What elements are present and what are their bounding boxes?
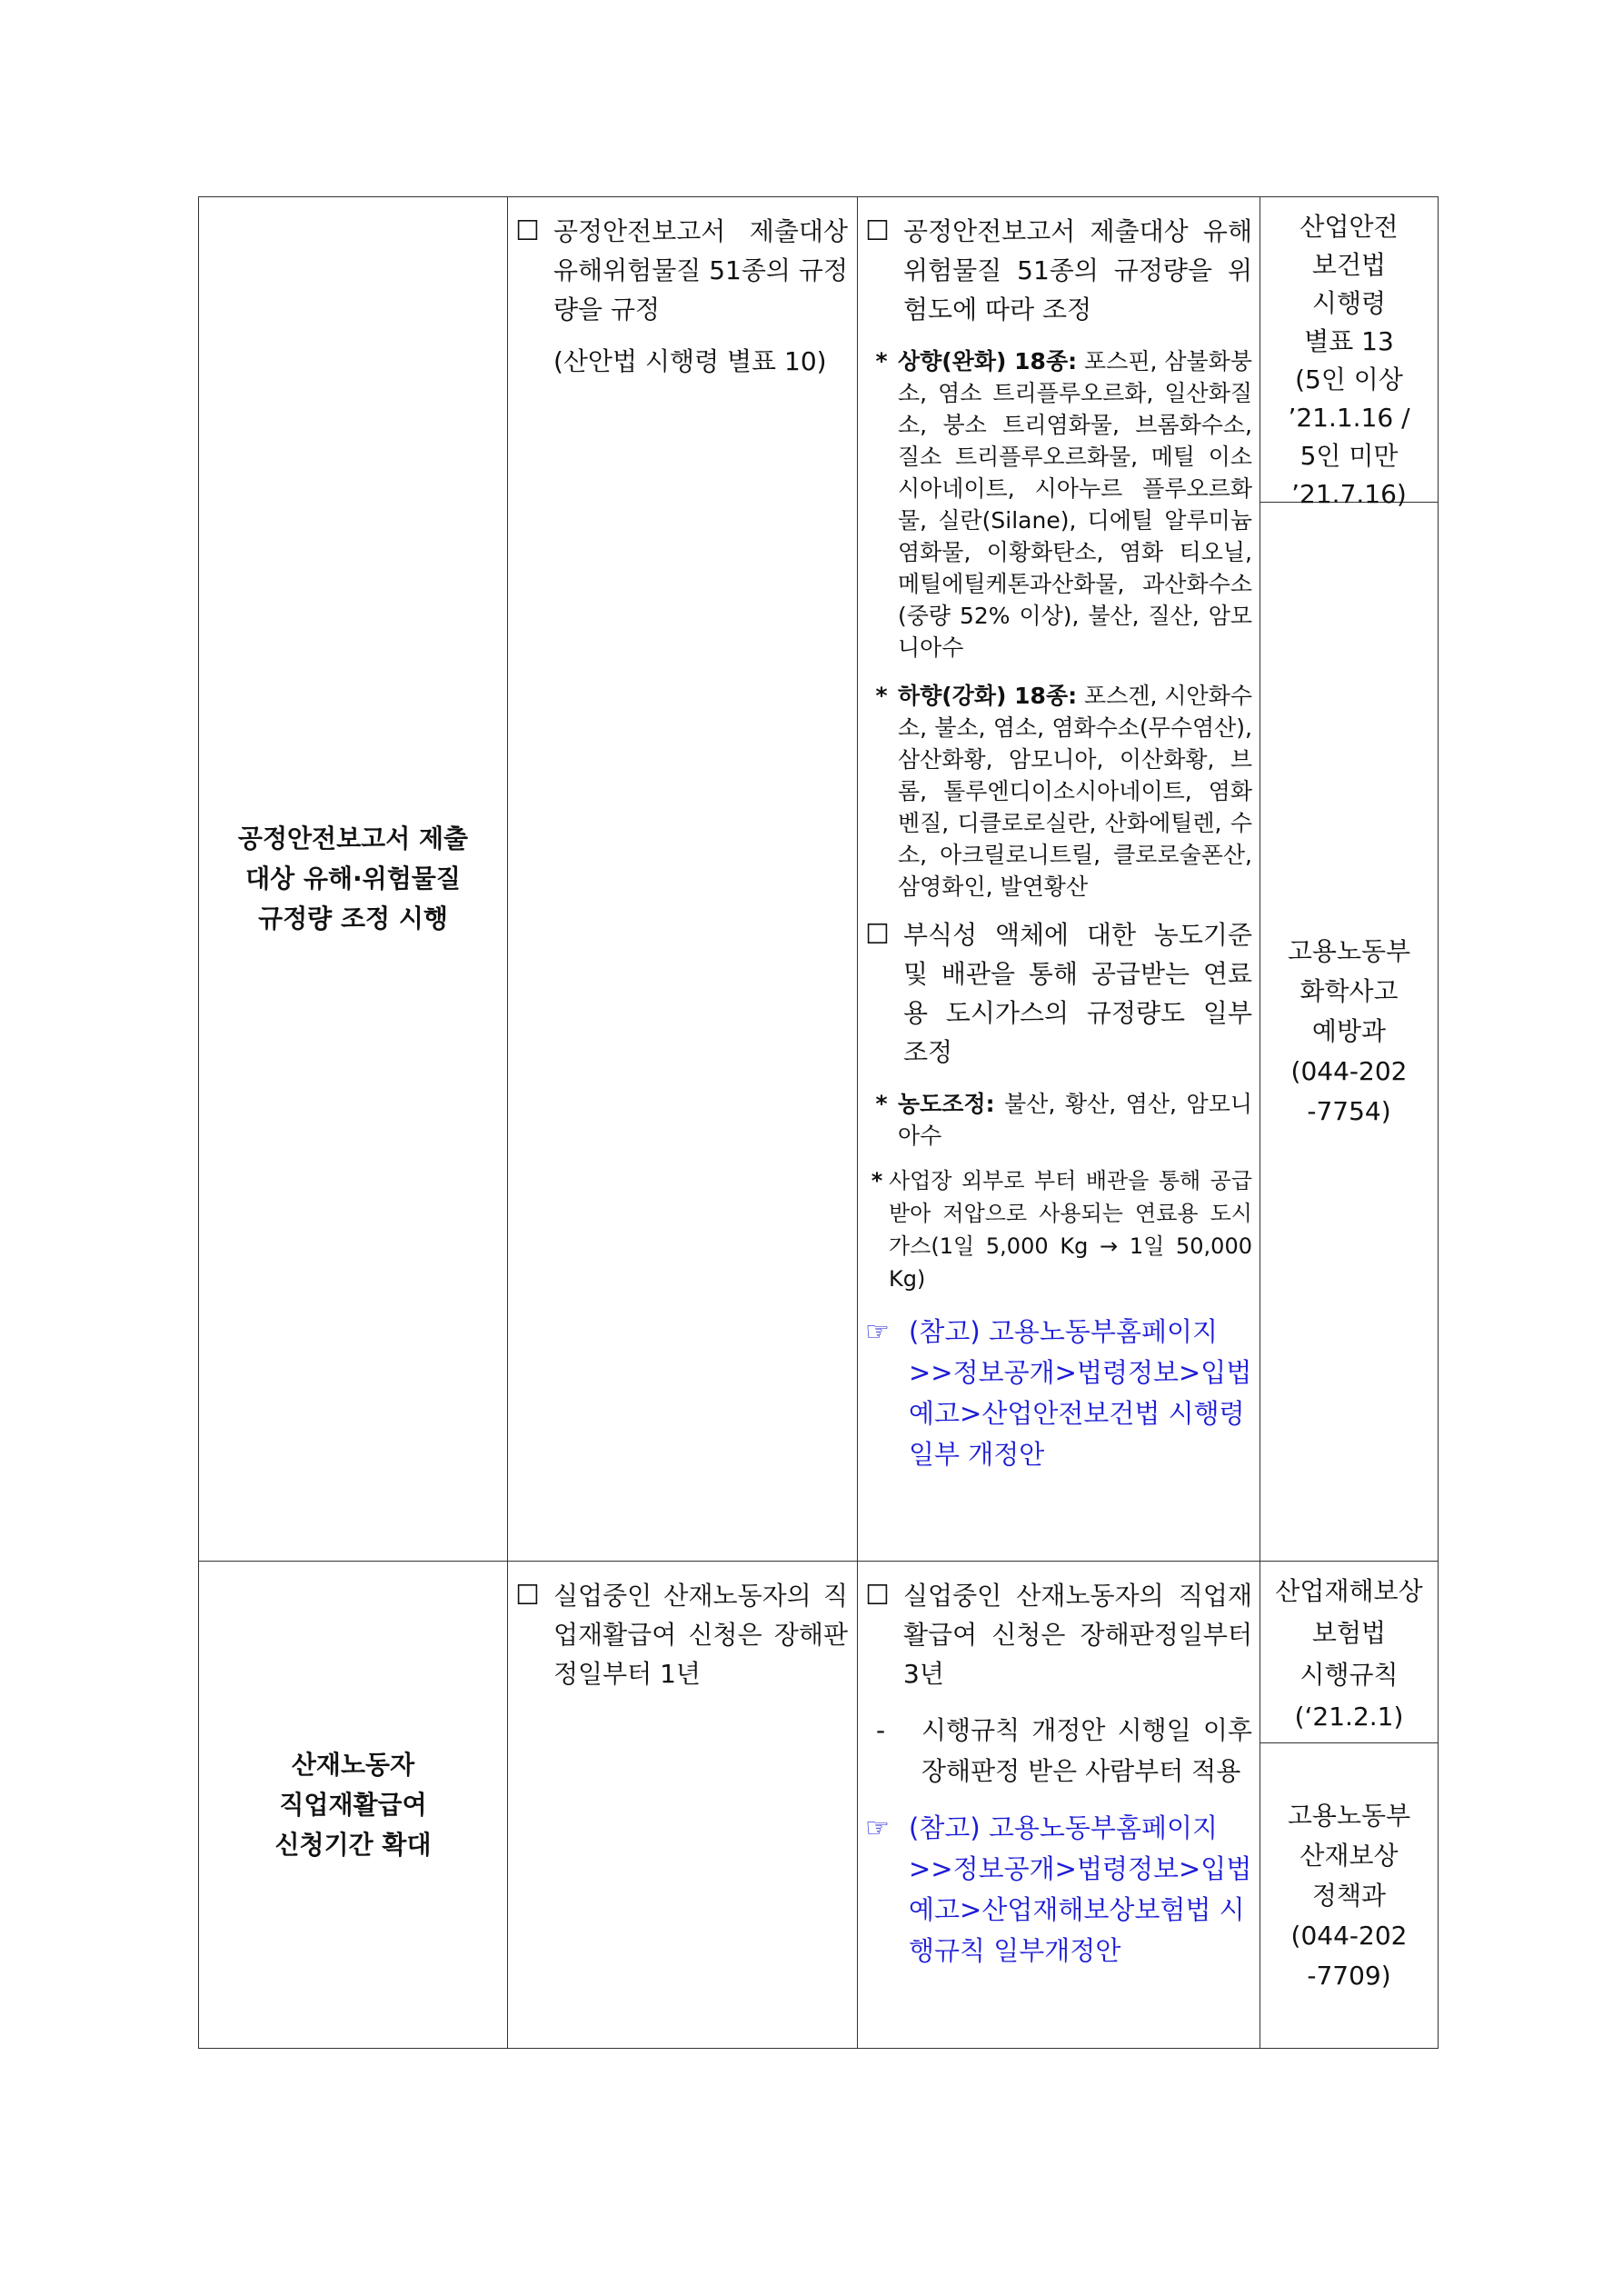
item-title-line: 규정량 조정 시행 [258,903,448,933]
after-text: 부식성 액체에 대한 농도기준 및 배관을 통해 공급받는 연료용 도시가스의 규정량도 일부 조정 [903,920,1252,1067]
item-title-line: 산재노동자 [291,1749,415,1780]
before-subtext: (산안법 시행령 별표 10) [553,346,827,376]
law-line: 보건법 [1311,250,1387,280]
law-line: (5인 이상 [1295,364,1403,394]
after-bullet [865,212,1252,329]
before-bullet [515,212,848,329]
pointing-hand-icon: ☞ [865,1316,890,1348]
dept-line: (044-202 [1290,1920,1408,1951]
law-line: 산업재해보상 [1275,1576,1423,1606]
reference-link[interactable] [865,1808,1252,1972]
item-title-cell [199,1562,508,2049]
checkbox-icon: ☐ [865,215,890,247]
asterisk-icon: * [875,683,888,709]
item-title-line: 신청기간 확대 [274,1829,432,1860]
after-text: 실업중인 산재노동자의 직업재활급여 신청은 장해판정일부터 3년 [903,1581,1252,1689]
asterisk-icon: * [871,1168,883,1193]
item-title-cell [199,197,508,1562]
reference-link[interactable] [865,1312,1252,1475]
dept-line: -7754) [1307,1096,1391,1126]
dept-line: 예방과 [1311,1016,1387,1046]
after-bullet [865,915,1252,1072]
after-cell [858,1562,1260,2049]
after-text: 공정안전보고서 제출대상 유해위험물질 51종의 규정량을 위험도에 따라 조정 [903,216,1252,324]
law-line: 산업안전 [1299,212,1399,242]
reference-text: (참고) 고용노동부홈페이지>>정보공개>법령정보>입법예고>산업재해보상보험법 시행규칙 일부개정안 [909,1812,1252,1966]
before-cell [508,197,858,1562]
pointing-hand-icon: ☞ [865,1812,890,1844]
star-note [865,680,1252,903]
star-note-label: 하향(강화) 18종: [898,683,1078,709]
law-line: (‘21.2.1) [1294,1702,1404,1732]
dash-note [865,1710,1252,1792]
law-dept-cell [1260,1562,1439,2049]
after-cell [858,197,1260,1562]
before-bullet [515,1576,848,1693]
star-note-label: 상향(완화) 18종: [898,348,1078,374]
policy-change-table [198,196,1439,2049]
dept-line: -7709) [1307,1960,1391,1991]
checkbox-icon: ☐ [865,1580,890,1612]
law-line: 별표 13 [1304,326,1394,356]
law-line: 5인 미만 [1299,441,1399,471]
dept-line: 화학사고 [1299,976,1399,1006]
item-title-line: 대상 유해·위험물질 [245,863,461,893]
before-text: 실업중인 산재노동자의 직업재활급여 신청은 장해판정일부터 1년 [553,1581,848,1689]
item-title-line: 공정안전보고서 제출 [237,824,469,854]
dept-line: 산재보상 [1299,1840,1399,1871]
star-note-text: 사업장 외부로 부터 배관을 통해 공급받아 저압으로 사용되는 연료용 도시가스(1일 5,000 Kg → 1일 50,000 Kg) [889,1168,1252,1292]
law-basis [1260,1562,1438,1743]
item-title-line: 직업재활급여 [279,1789,427,1820]
before-cell [508,1562,858,2049]
before-text: 공정안전보고서 제출대상 유해위험물질 51종의 규정량을 규정 [553,216,848,324]
star-note [865,1164,1252,1295]
table-row [199,1562,1439,2049]
dept-line: 고용노동부 [1287,936,1411,966]
law-line: 보험법 [1311,1618,1387,1648]
dept-line: (044-202 [1290,1056,1408,1086]
star-note [865,1088,1252,1152]
dept-line: 정책과 [1311,1880,1387,1911]
star-note [865,345,1252,664]
law-line: ’21.7.16) [1291,479,1407,509]
table-row [199,197,1439,1562]
contact-dept [1260,1743,1438,2048]
checkbox-icon: ☐ [865,919,890,951]
law-line: 시행규칙 [1299,1660,1399,1690]
law-dept-cell [1260,197,1439,1562]
law-line: 시행령 [1311,288,1387,318]
dash-marker: - [876,1715,886,1745]
reference-text: (참고) 고용노동부홈페이지>>정보공개>법령정보>입법예고>산업안전보건법 시행령 일부 개정안 [909,1316,1252,1470]
contact-dept [1260,503,1438,1561]
checkbox-icon: ☐ [515,215,540,247]
star-note-label: 농도조정: [898,1091,995,1117]
asterisk-icon: * [875,348,888,374]
asterisk-icon: * [875,1091,888,1117]
law-basis [1260,197,1438,509]
checkbox-icon: ☐ [515,1580,540,1612]
star-note-text: 포스핀, 삼불화붕소, 염소 트리플루오르화, 일산화질소, 붕소 트리염화물, 브롬화수소, 질소 트리플루오르화물, 메틸 이소시아네이트, 시아누르 플루오르화물, 실란(Silane), 디에틸 알루미늄 염화물, 이황화탄소, 염화 티오닐, 메틸에틸케톤과산화물, 과산화수소(중량 52% 이상), 불산, 질산, 암모니아수 [898,348,1252,661]
star-note-text: 불산, 황산, 염산, 암모니아수 [898,1091,1252,1149]
star-note-text: 포스겐, 시안화수소, 불소, 염소, 염화수소(무수염산), 삼산화황, 암모니아, 이산화황, 브롬, 톨루엔디이소시아네이트, 염화벤질, 디클로로실란, 산화에틸렌, 수소, 아크릴로니트릴, 클로로술폰산, 삼영화인, 발연황산 [898,683,1252,900]
dash-text: 시행규칙 개정안 시행일 이후 장해판정 받은 사람부터 적용 [921,1715,1252,1786]
dept-line: 고용노동부 [1287,1800,1411,1831]
law-line: ’21.1.16 / [1288,403,1410,433]
after-bullet [865,1576,1252,1693]
